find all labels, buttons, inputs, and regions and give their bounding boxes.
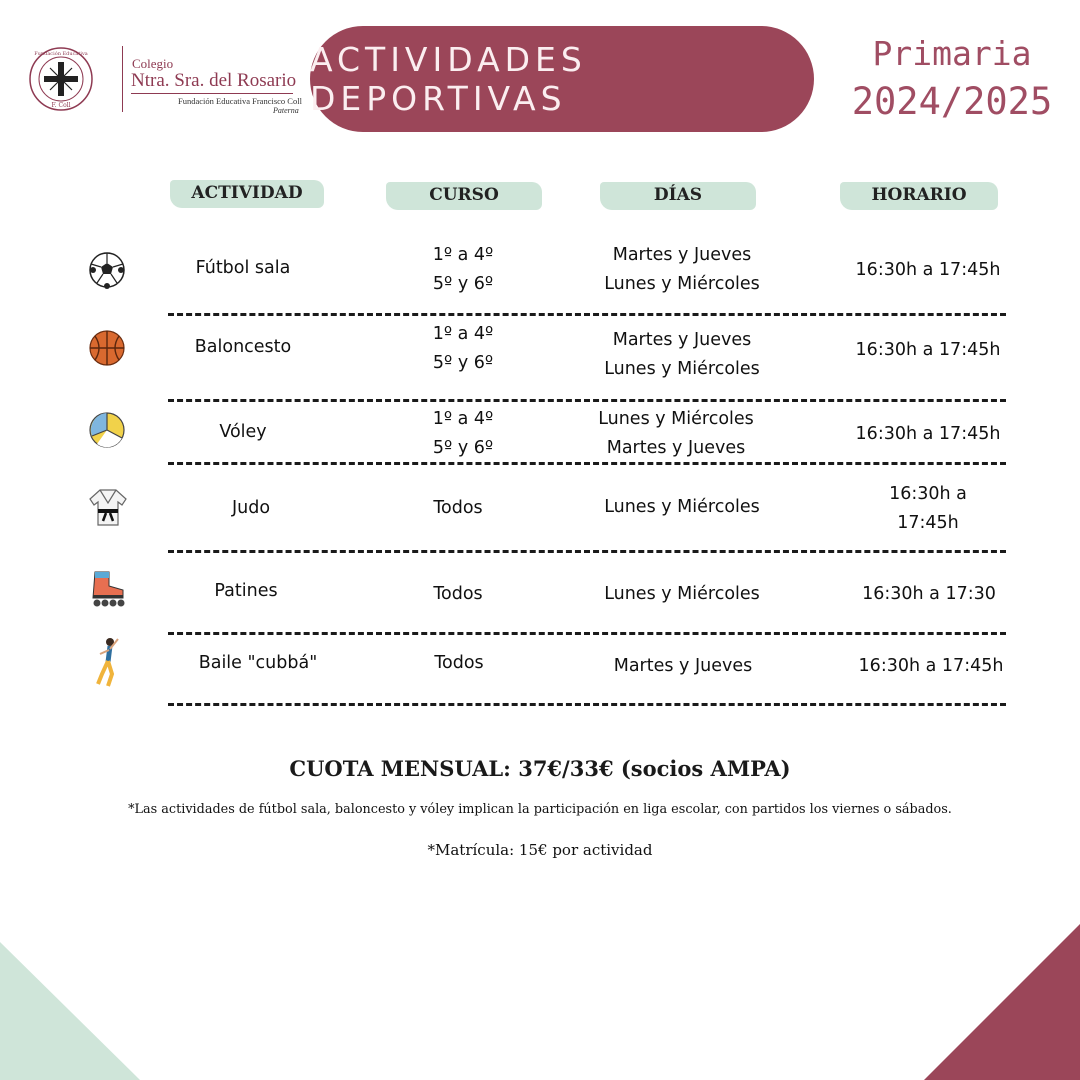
days-cell (582, 493, 782, 522)
schedule-cell (840, 336, 1016, 365)
activity-name: Baile "cubbá" (198, 653, 318, 673)
roller-skate-icon (89, 568, 129, 608)
row-divider (168, 313, 1006, 316)
days-line: Lunes y Miércoles (604, 359, 760, 379)
basketball-icon (87, 328, 127, 368)
days-line: Martes y Jueves (612, 330, 752, 350)
corner-decoration-mint (0, 942, 140, 1080)
course-line: 1º a 4º (432, 245, 494, 265)
course-line: 5º y 6º (432, 353, 494, 373)
column-header-activity: ACTIVIDAD (170, 176, 324, 210)
days-line: Lunes y Miércoles (604, 497, 760, 517)
logo-underline (131, 93, 293, 94)
school-type: Colegio (132, 56, 174, 71)
days-cell (576, 405, 776, 463)
row-divider (168, 550, 1006, 553)
schedule-line: 17:45h (897, 513, 959, 533)
activity-name: Vóley (219, 422, 267, 442)
schedule-line: 16:30h a 17:45h (855, 260, 1001, 280)
monthly-fee: CUOTA MENSUAL: 37€/33€ (socios AMPA) (289, 756, 791, 781)
course-cell (383, 494, 533, 523)
activity-name: Judo (231, 498, 271, 518)
days-cell (582, 326, 782, 384)
course-cell (388, 405, 538, 463)
soccer-ball-icon (87, 250, 127, 290)
logo-divider (122, 46, 123, 112)
course-line: 1º a 4º (432, 409, 494, 429)
course-cell (388, 320, 538, 378)
row-divider (168, 703, 1006, 706)
seal-text-top: Fundación Educativa (34, 51, 88, 57)
days-line: Martes y Jueves (612, 245, 752, 265)
education-level: Primaria (872, 34, 1032, 73)
school-year: 2024/2025 (851, 80, 1053, 123)
course-cell (384, 649, 534, 678)
course-line: Todos (433, 498, 483, 518)
schedule-cell (840, 420, 1016, 449)
page-title: ACTIVIDADES DEPORTIVAS (310, 40, 587, 118)
course-line: Todos (433, 584, 483, 604)
days-line: Martes y Jueves (613, 656, 753, 676)
course-line: 5º y 6º (432, 274, 494, 294)
dancer-icon (88, 634, 128, 690)
activity-name: Patines (214, 581, 278, 601)
schedule-line: 16:30h a 17:45h (855, 424, 1001, 444)
corner-decoration-wine (924, 924, 1080, 1080)
row-divider (168, 462, 1006, 465)
school-seal-icon (28, 46, 94, 112)
schedule-cell (841, 580, 1017, 609)
school-town: Paterna (273, 106, 299, 115)
title-banner (310, 26, 814, 132)
foundation-name: Fundación Educativa Francisco Coll (178, 96, 302, 106)
school-name: Ntra. Sra. del Rosario (131, 70, 297, 91)
days-cell (582, 580, 782, 609)
course-line: Todos (434, 653, 484, 673)
enrollment-note: *Matrícula: 15€ por actividad (427, 841, 653, 859)
schedule-line: 16:30h a (889, 484, 967, 504)
days-cell (583, 652, 783, 681)
course-line: 5º y 6º (432, 438, 494, 458)
course-cell (388, 241, 538, 299)
activity-name: Baloncesto (194, 337, 292, 357)
column-header-schedule: HORARIO (840, 178, 998, 212)
days-line: Martes y Jueves (606, 438, 746, 458)
seal-text-bottom: F. Coll (51, 102, 71, 109)
schedule-cell (840, 256, 1016, 285)
activity-name: Fútbol sala (195, 258, 291, 278)
column-header-course: CURSO (386, 178, 542, 212)
schedule-line: 16:30h a 17:30 (862, 584, 996, 604)
days-line: Lunes y Miércoles (604, 584, 760, 604)
volleyball-icon (87, 410, 127, 450)
league-note: *Las actividades de fútbol sala, baloncesto y vóley implican la participación en liga escolar, con partidos los viernes o sábados. (128, 802, 952, 817)
course-line: 1º a 4º (432, 324, 494, 344)
column-header-days: DÍAS (600, 178, 756, 212)
schedule-cell (843, 652, 1019, 681)
days-line: Lunes y Miércoles (598, 409, 754, 429)
schedule-cell (840, 480, 1016, 538)
days-cell (582, 241, 782, 299)
school-logo (28, 44, 302, 118)
schedule-line: 16:30h a 17:45h (855, 340, 1001, 360)
row-divider (168, 399, 1006, 402)
judo-gi-icon (88, 487, 128, 527)
course-cell (383, 580, 533, 609)
row-divider (168, 632, 1006, 635)
days-line: Lunes y Miércoles (604, 274, 760, 294)
schedule-line: 16:30h a 17:45h (858, 656, 1004, 676)
